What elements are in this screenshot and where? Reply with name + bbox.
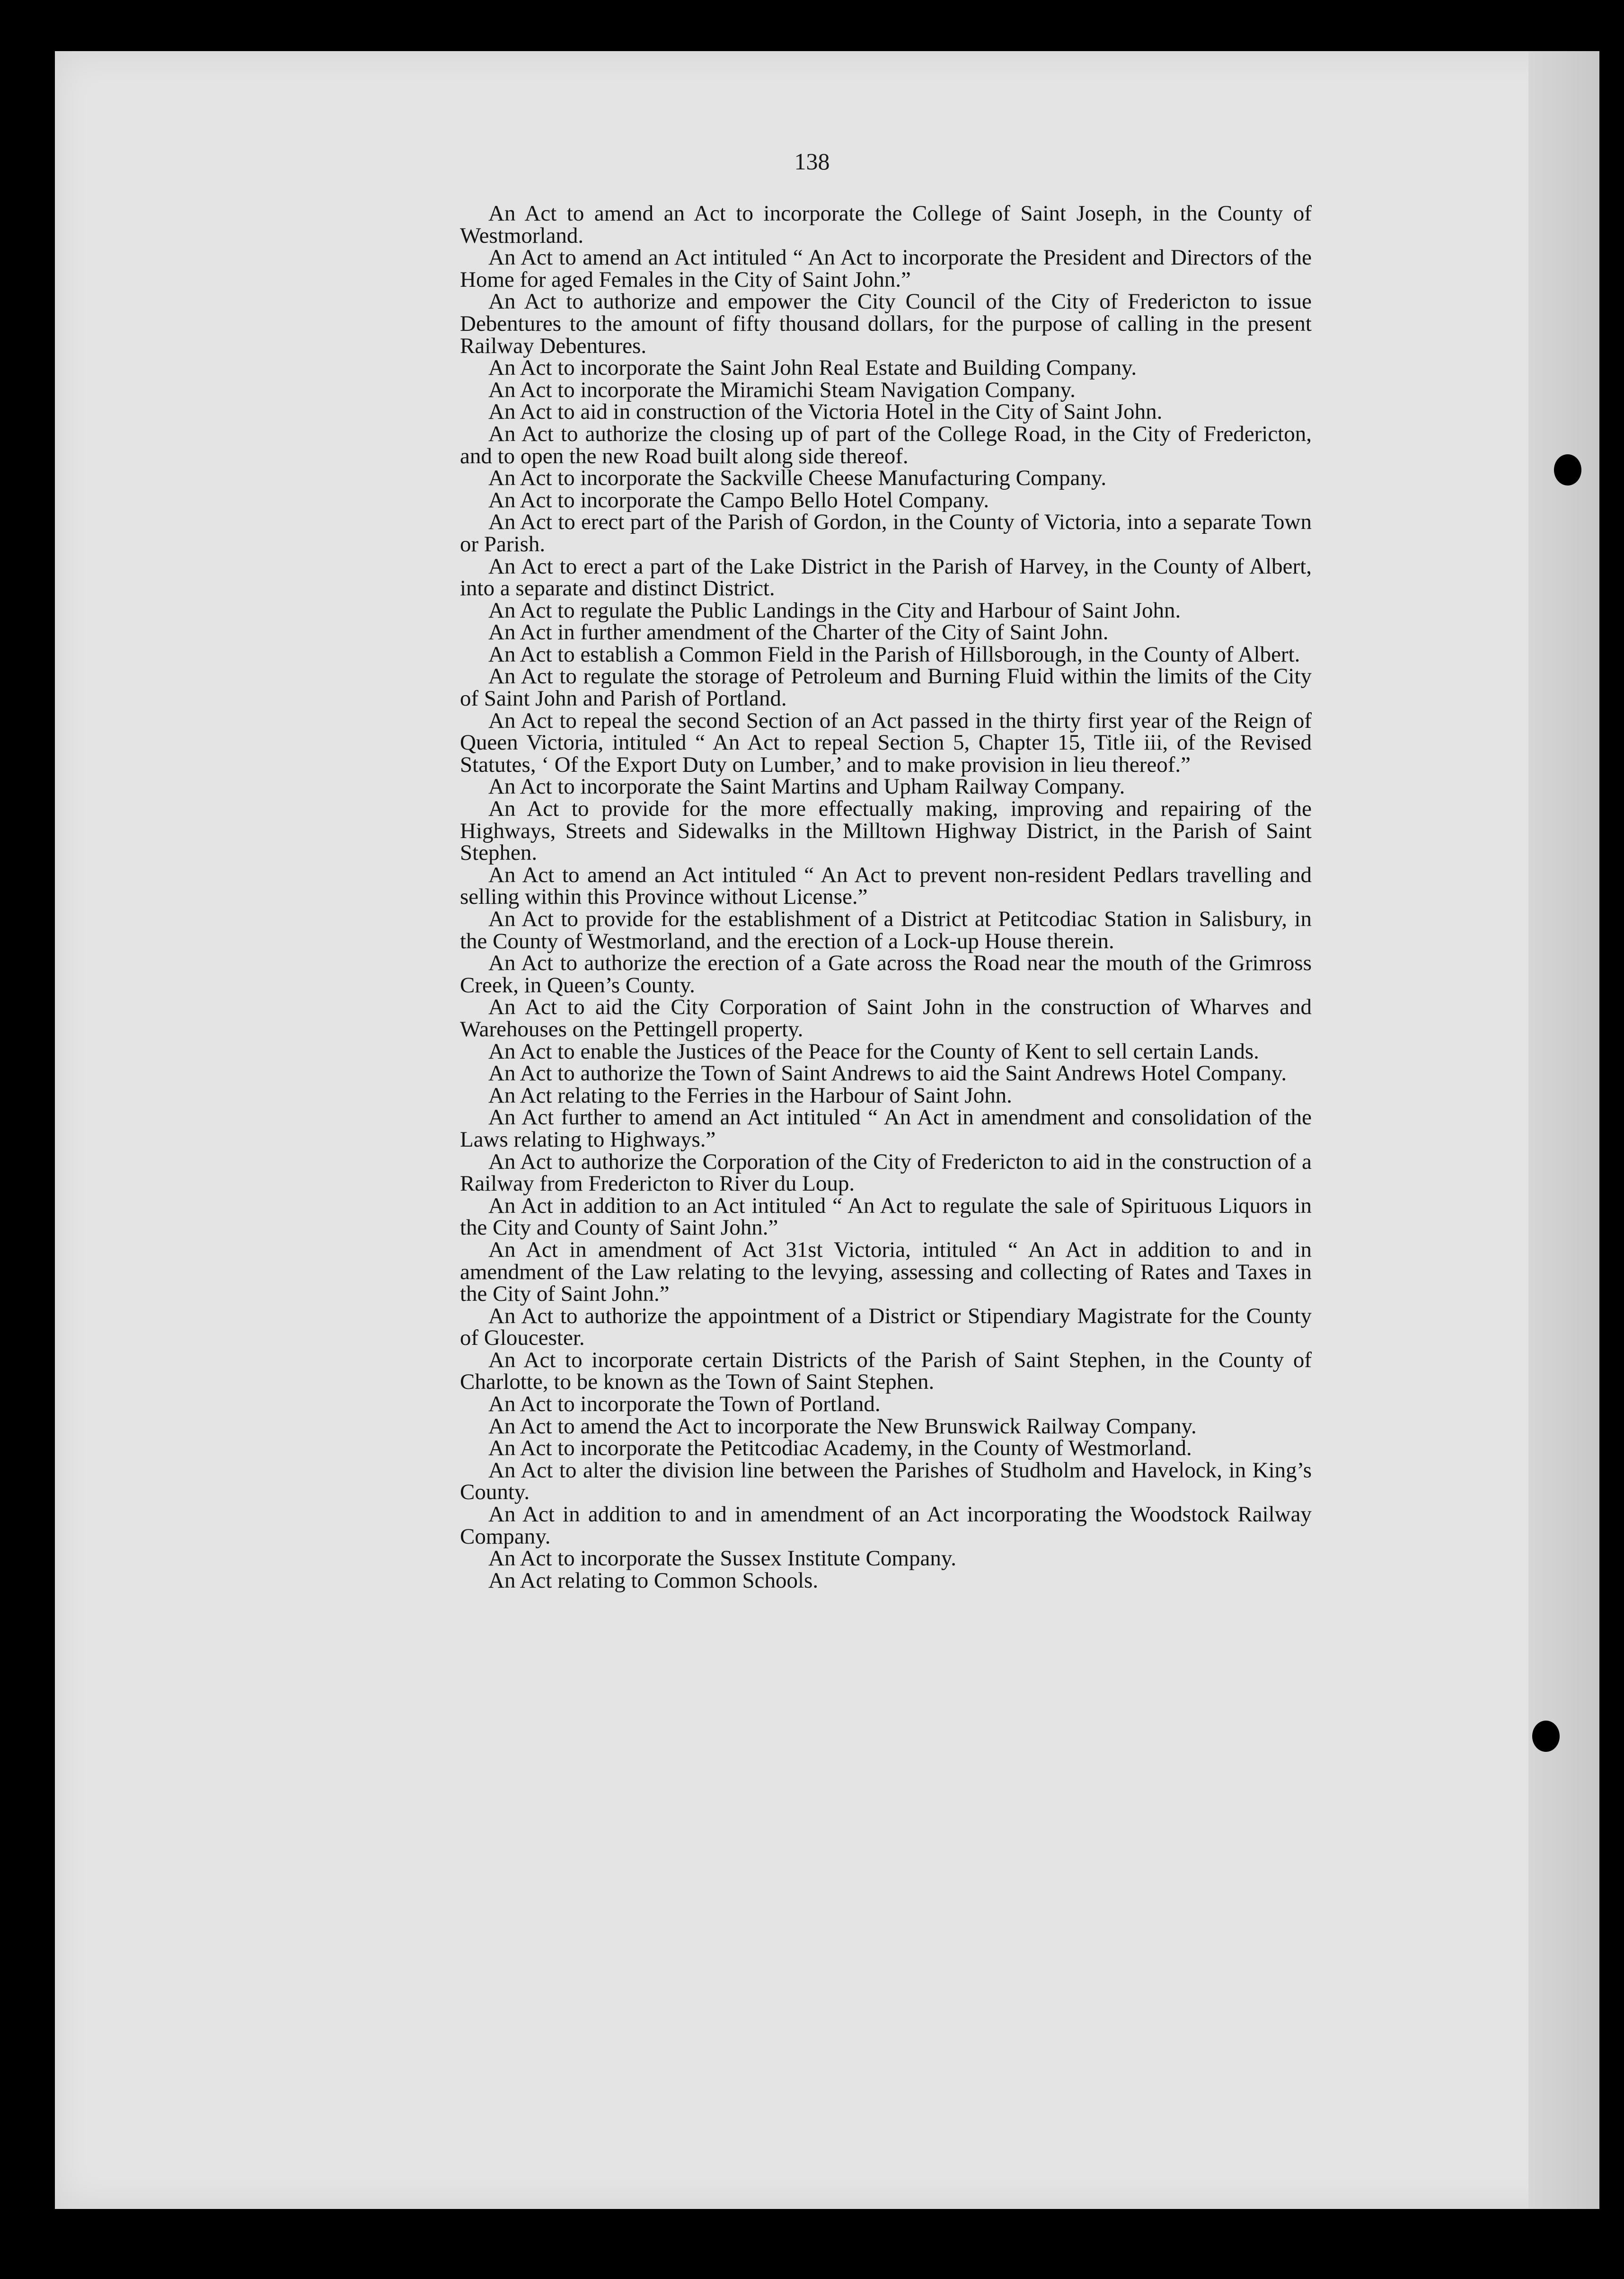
act-entry: An Act to erect part of the Parish of Gordon, in the County of Victoria, into a separate Town or Parish. <box>460 510 1312 556</box>
act-entry: An Act to incorporate the Sackville Cheese Manufacturing Company. <box>488 466 1107 491</box>
act-entry: An Act to authorize the Town of Saint Andrews to aid the Saint Andrews Hotel Company. <box>488 1061 1287 1086</box>
act-entry: An Act in addition to and in amendment of an Act incorporating the Woodstock Railway Company. <box>460 1502 1312 1549</box>
paper-edge <box>1528 51 1599 2209</box>
page-number: 138 <box>794 148 830 175</box>
act-entry: An Act in further amendment of the Charter of the City of Saint John. <box>488 620 1109 645</box>
act-entry: An Act to incorporate the Saint Martins and Upham Railway Company. <box>488 774 1125 799</box>
act-entry: An Act relating to Common Schools. <box>488 1568 819 1593</box>
act-entry: An Act to incorporate the Petitcodiac Academy, in the County of Westmorland. <box>488 1436 1192 1461</box>
act-entry: An Act to enable the Justices of the Peace for the County of Kent to sell certain Lands. <box>488 1039 1259 1064</box>
act-entry: An Act to authorize the appointment of a District or Stipendiary Magistrate for the County of Gloucester. <box>460 1303 1312 1351</box>
act-entry: An Act relating to the Ferries in the Harbour of Saint John. <box>488 1083 1012 1108</box>
act-entry: An Act to incorporate the Saint John Real Estate and Building Company. <box>488 355 1137 380</box>
act-entry: An Act to provide for the establishment of a District at Petitcodiac Station in Salisbury, in the County of Westmorland, and the erection of a Lock-up House therein. <box>460 907 1312 954</box>
act-entry: An Act to authorize the closing up of part of the College Road, in the City of Fredericton, and to open the new Road built along side thereof. <box>460 421 1312 468</box>
act-entry: An Act to amend an Act intituled “ An Act to incorporate the President and Directors of the Home for aged Females in the City of Saint John.” <box>460 245 1312 292</box>
act-entry: An Act to authorize the Corporation of the City of Fredericton to aid in the construction of a Railway from Fredericton to River du Loup. <box>460 1149 1312 1196</box>
acts-list <box>460 203 1312 1591</box>
act-entry: An Act in addition to an Act intituled “ An Act to regulate the sale of Spirituous Liquors in the City and County of Saint John.” <box>460 1193 1312 1240</box>
act-entry: An Act to authorize and empower the City Council of the City of Fredericton to issue Debentures to the amount of fifty thousand dollars, for the purpose of calling in the present Railway Debentures. <box>460 289 1312 358</box>
act-entry: An Act in amendment of Act 31st Victoria, intituled “ An Act in addition to and in amendment of the Law relating to the levying, assessing and collecting of Rates and Taxes in the City of Saint John.” <box>460 1237 1312 1307</box>
act-entry: An Act to incorporate the Town of Portland. <box>488 1392 881 1417</box>
act-entry: An Act to alter the division line between the Parishes of Studholm and Havelock, in King’s County. <box>460 1458 1312 1505</box>
act-entry: An Act to amend an Act intituled “ An Act to prevent non-resident Pedlars travelling and selling within this Province without License.” <box>460 862 1312 910</box>
act-entry: An Act to repeal the second Section of an Act passed in the thirty first year of the Reign of Queen Victoria, intituled “ An Act to repeal Section 5, Chapter 15, Title iii, of the Revised Statutes, ‘ Of the Export Duty on Lumber,’ and to make provision in lieu thereof.” <box>460 708 1312 777</box>
act-entry: An Act to provide for the more effectually making, improving and repairing of the Highways, Streets and Sidewalks in the Milltown Highway District, in the Parish of Saint Stephen. <box>460 796 1312 866</box>
act-entry: An Act to establish a Common Field in the Parish of Hillsborough, in the County of Albert. <box>488 642 1300 667</box>
act-entry: An Act to erect a part of the Lake District in the Parish of Harvey, in the County of Albert, into a separate and distinct District. <box>460 554 1312 601</box>
act-entry: An Act to amend an Act to incorporate the College of Saint Joseph, in the County of Westmorland. <box>460 201 1312 248</box>
act-entry: An Act further to amend an Act intituled “ An Act in amendment and consolidation of the Laws relating to Highways.” <box>460 1105 1312 1152</box>
act-entry: An Act to incorporate the Sussex Institute Company. <box>488 1546 957 1571</box>
act-entry: An Act to incorporate certain Districts of the Parish of Saint Stephen, in the County of Charlotte, to be known as the Town of Saint Stephen. <box>460 1347 1312 1395</box>
act-entry: An Act to incorporate the Campo Bello Hotel Company. <box>488 487 989 512</box>
act-entry: An Act to aid in construction of the Victoria Hotel in the City of Saint John. <box>488 399 1163 424</box>
act-entry: An Act to regulate the storage of Petroleum and Burning Fluid within the limits of the City of Saint John and Parish of Portland. <box>460 664 1312 711</box>
binding-hole-bottom <box>1532 1721 1560 1752</box>
act-entry: An Act to aid the City Corporation of Saint John in the construction of Wharves and Warehouses on the Pettingell property. <box>460 995 1312 1042</box>
act-entry: An Act to authorize the erection of a Gate across the Road near the mouth of the Grimross Creek, in Queen’s County. <box>460 951 1312 998</box>
binding-hole-top <box>1554 454 1581 486</box>
act-entry: An Act to incorporate the Miramichi Steam Navigation Company. <box>488 377 1076 402</box>
act-entry: An Act to regulate the Public Landings in the City and Harbour of Saint John. <box>488 598 1181 623</box>
act-entry: An Act to amend the Act to incorporate the New Brunswick Railway Company. <box>488 1413 1197 1439</box>
